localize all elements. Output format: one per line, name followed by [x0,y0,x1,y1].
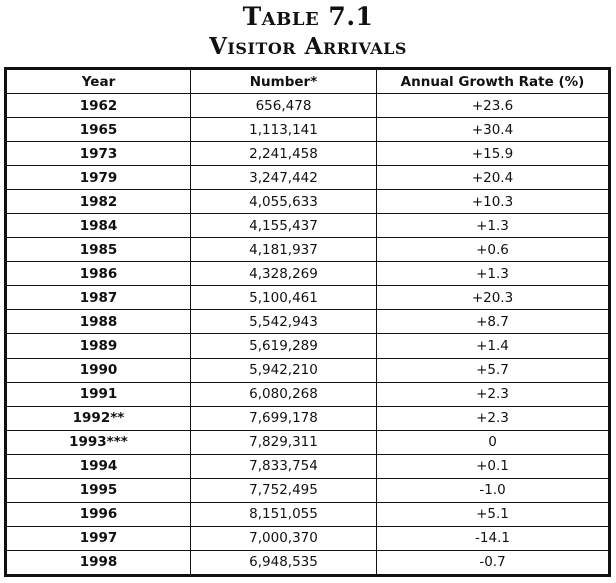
cell-number: 1,113,141 [191,118,377,142]
cell-number: 3,247,442 [191,166,377,190]
cell-growth-rate: -1.0 [377,478,609,502]
cell-year: 1995 [7,478,191,502]
cell-year: 1965 [7,118,191,142]
cell-number: 5,942,210 [191,358,377,382]
visitor-arrivals-table [4,67,611,577]
table-body [7,94,609,575]
table-row [7,238,609,262]
cell-number: 7,752,495 [191,478,377,502]
cell-year: 1962 [7,94,191,118]
table-row [7,502,609,526]
cell-year: 1991 [7,382,191,406]
table-row [7,454,609,478]
cell-number: 7,829,311 [191,430,377,454]
table-row [7,334,609,358]
table-row [7,94,609,118]
cell-number: 8,151,055 [191,502,377,526]
cell-number: 7,699,178 [191,406,377,430]
cell-year: 1993*** [7,430,191,454]
header-row [7,70,609,94]
cell-growth-rate: +1.4 [377,334,609,358]
table-heading [0,2,616,61]
cell-year: 1989 [7,334,191,358]
table-title: Visitor Arrivals [209,33,407,60]
cell-growth-rate: +5.7 [377,358,609,382]
cell-number: 5,619,289 [191,334,377,358]
cell-growth-rate: -0.7 [377,550,609,574]
cell-year: 1986 [7,262,191,286]
cell-growth-rate: +2.3 [377,406,609,430]
data-table [6,69,609,575]
cell-number: 4,328,269 [191,262,377,286]
table-row [7,526,609,550]
cell-growth-rate: +0.1 [377,454,609,478]
cell-year: 1996 [7,502,191,526]
table-row [7,166,609,190]
cell-year: 1987 [7,286,191,310]
cell-number: 4,055,633 [191,190,377,214]
cell-number: 6,080,268 [191,382,377,406]
cell-growth-rate: +15.9 [377,142,609,166]
cell-growth-rate: +0.6 [377,238,609,262]
column-header-growth-rate: Annual Growth Rate (%) [377,70,609,94]
cell-number: 656,478 [191,94,377,118]
table-row [7,262,609,286]
table-row [7,190,609,214]
cell-growth-rate: +2.3 [377,382,609,406]
column-header-number: Number* [191,70,377,94]
cell-year: 1990 [7,358,191,382]
cell-growth-rate: 0 [377,430,609,454]
table-row [7,214,609,238]
cell-number: 5,100,461 [191,286,377,310]
cell-year: 1985 [7,238,191,262]
cell-number: 6,948,535 [191,550,377,574]
cell-number: 7,833,754 [191,454,377,478]
cell-number: 4,181,937 [191,238,377,262]
column-header-year: Year [7,70,191,94]
cell-number: 2,241,458 [191,142,377,166]
table-row [7,358,609,382]
cell-year: 1997 [7,526,191,550]
cell-year: 1988 [7,310,191,334]
table-row [7,142,609,166]
cell-growth-rate: +1.3 [377,262,609,286]
table-row [7,550,609,574]
cell-growth-rate: +8.7 [377,310,609,334]
cell-year: 1979 [7,166,191,190]
table-row [7,478,609,502]
cell-growth-rate: +10.3 [377,190,609,214]
table-row [7,310,609,334]
cell-growth-rate: +23.6 [377,94,609,118]
table-row [7,118,609,142]
cell-number: 5,542,943 [191,310,377,334]
cell-year: 1998 [7,550,191,574]
cell-growth-rate: +30.4 [377,118,609,142]
table-row [7,406,609,430]
table-row [7,382,609,406]
cell-growth-rate: +20.4 [377,166,609,190]
table-row [7,286,609,310]
cell-growth-rate: +1.3 [377,214,609,238]
cell-number: 4,155,437 [191,214,377,238]
cell-growth-rate: -14.1 [377,526,609,550]
cell-number: 7,000,370 [191,526,377,550]
cell-year: 1994 [7,454,191,478]
cell-year: 1973 [7,142,191,166]
cell-growth-rate: +20.3 [377,286,609,310]
cell-year: 1984 [7,214,191,238]
cell-growth-rate: +5.1 [377,502,609,526]
table-row [7,430,609,454]
table-number: Table 7.1 [242,2,374,31]
cell-year: 1992** [7,406,191,430]
cell-year: 1982 [7,190,191,214]
